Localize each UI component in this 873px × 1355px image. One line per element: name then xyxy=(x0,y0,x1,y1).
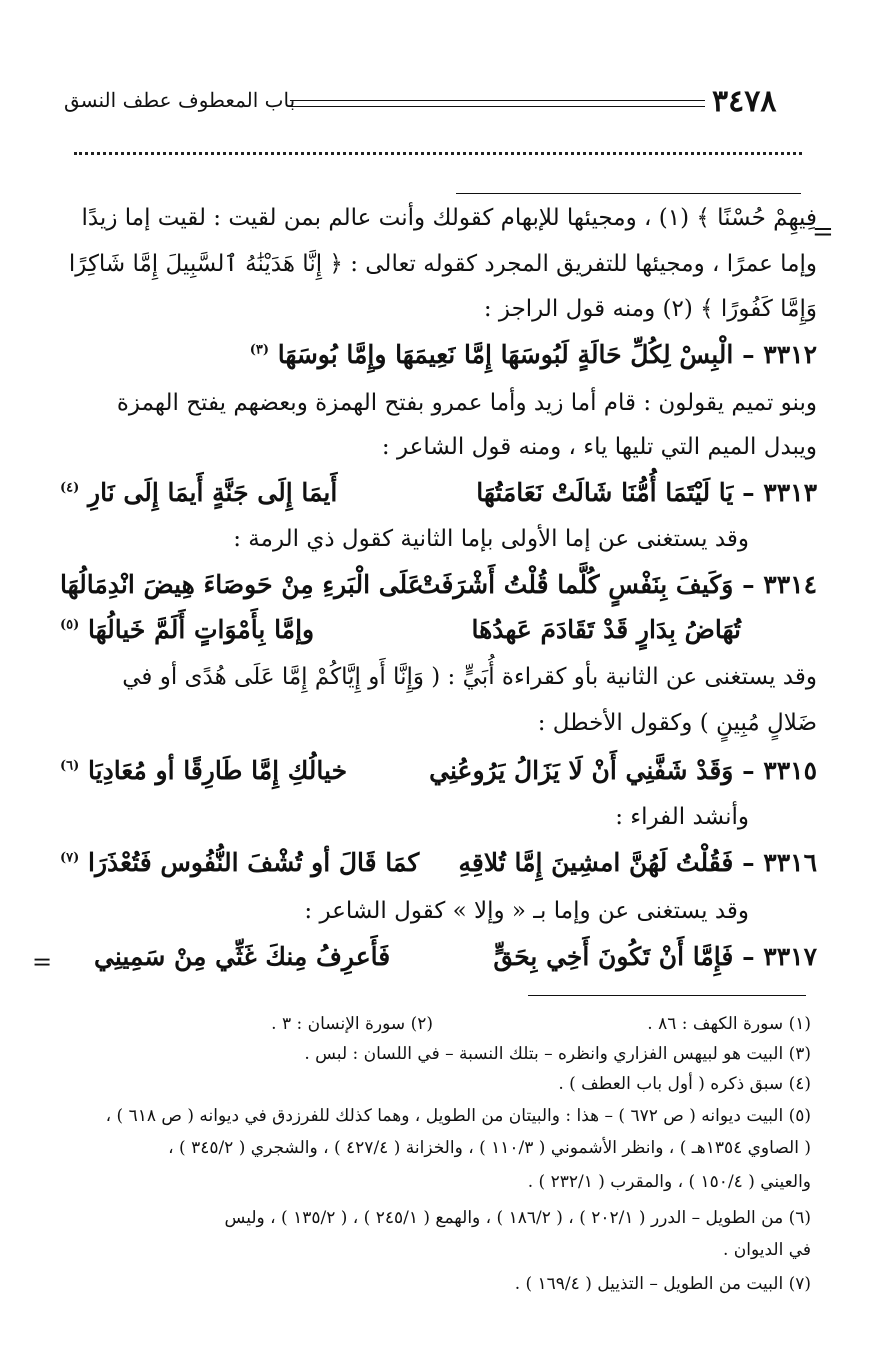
verse-hemistich: وَكَيفَ بِنَفْسٍ كُلَّما قُلْتُ أَشْرَفَتْ xyxy=(416,570,734,599)
verse-hemistich: فَإِمَّا أَنْ تَكُونَ أَخِي بِحَقٍّ xyxy=(493,942,734,971)
verse-text: الْبِسْ لِكُلِّ حَالَةٍ لَبُوسَهَا إِمَّا نَعِيمَهَا وإِمَّا بُوسَهَا xyxy=(277,340,734,369)
verse-number: ٣٣١٢ – xyxy=(742,340,817,369)
verse-hemistich: عَلَى الْبَرءِ مِنْ حَوصَاءَ هِيضَ انْدِمَالُهَا xyxy=(60,570,423,599)
verse-hemistich: فَأَعرِفُ مِنكَ غَثِّي مِنْ سَمِينِي xyxy=(94,942,391,971)
verse-hemistich: تُهَاضُ بِدَارٍ قَدْ تَقَادَمَ عَهدُهَا xyxy=(471,615,741,644)
paragraph-line: ضَلالٍ مُبِينٍ ) وكقول الأخطل : xyxy=(537,710,817,736)
page-number: ٣٤٧٨ xyxy=(712,84,777,119)
footnote-2: (٢) سورة الإنسان : ٣ . xyxy=(271,1014,433,1034)
footnote-ref: (٦) xyxy=(60,758,80,774)
paragraph-line: وقد يستغنى عن إما الأولى بإما الثانية كقول ذي الرمة : xyxy=(233,526,749,552)
footnote-ref: (٥) xyxy=(60,617,80,633)
verse-hemistich: فَقُلْتُ لَهُنَّ امشِينَ إِمَّا تُلاقِهِ xyxy=(458,848,734,877)
footnote-5-cont: والعيني ( ١٥٠/٤ ) ، والمقرب ( ٢٣٢/١ ) . xyxy=(527,1172,811,1192)
verse-hemistich: كمَا قَالَ أو تُشْفَ النُّفُوس فَتُعْذَرَا xyxy=(88,848,420,877)
dotted-separator xyxy=(74,152,802,164)
footnote-ref: (٧) xyxy=(60,850,80,866)
footnote-4: (٤) سبق ذكره ( أول باب العطف ) . xyxy=(558,1074,811,1094)
paragraph-line: وقد يستغنى عن الثانية بأو كقراءة أُبَيٍّ : ( وَإِنَّا أَو إِيَّاكُمْ إِمَّا عَلَى هُدًى أو في xyxy=(122,664,817,690)
paragraph-line: ويبدل الميم التي تليها ياء ، ومنه قول الشاعر : xyxy=(381,434,817,460)
footnote-5-cont: ( الصاوي ١٣٥٤هـ ) ، وانظر الأشموني ( ١١٠/٣ ) ، والخزانة ( ٤٢٧/٤ ) ، والشجري ( ٣٤٥/٢ ) ، xyxy=(168,1138,811,1158)
footnote-6: (٦) من الطويل – الدرر ( ٢٠٢/١ ) ، ( ١٨٦/٢ ) ، والهمع ( ٢٤٥/١ ) ، ( ١٣٥/٢ ) ، وليس xyxy=(224,1208,811,1228)
footnote-rule xyxy=(528,995,806,996)
verse-3315-first xyxy=(429,756,817,785)
verse-number: ٣٣١٧ – xyxy=(742,942,817,971)
section-rule xyxy=(456,193,801,194)
footnote-3: (٣) البيت هو لبيهس الفزاري وانظره – بتلك النسبة – في اللسان : لبس . xyxy=(304,1044,811,1064)
verse-3314-first xyxy=(417,570,817,599)
verse-hemistich: خيالُكِ إِمَّا طَارِقًا أو مُعَادِيَا xyxy=(88,756,348,785)
verse-3317-first xyxy=(493,942,817,971)
paragraph-line: وقد يستغنى عن وإما بـ « وإلا » كقول الشاعر : xyxy=(304,898,749,924)
paragraph-line: فِيهِمْ حُسْنًا ﴾ (١) ، ومجيئها للإبهام كقولك وأنت عالم بمن لقيت : لقيت إما زيدًا xyxy=(81,205,817,231)
continuation-mark-end: = xyxy=(32,948,53,976)
verse-number: ٣٣١٤ – xyxy=(742,570,817,599)
paragraph-line: وأنشد الفراء : xyxy=(615,804,749,830)
verse-hemistich: وَقَدْ شَفَّنِي أَنْ لَا يَزَالُ يَرُوعُنِي xyxy=(429,756,734,785)
verse-3313-second xyxy=(60,478,337,507)
header-rule xyxy=(290,100,705,101)
footnote-ref: (٤) xyxy=(60,480,80,496)
continuation-mark: = xyxy=(812,217,834,247)
verse-hemistich: أَيمَا إِلَى جَنَّةٍ أَيمَا إِلَى نَارِ xyxy=(88,478,338,507)
paragraph-line: وإما عمرًا ، ومجيئها للتفريق المجرد كقوله تعالى : ﴿ إِنَّا هَدَيْنَٰهُ ٱلسَّبِيلَ إِمَّا شَاكِرًا xyxy=(68,251,817,277)
verse-hemistich: وإمَّا بِأَمْوَاتٍ أَلَمَّ خَيالُهَا xyxy=(88,615,315,644)
verse-number: ٣٣١٦ – xyxy=(742,848,817,877)
verse-3316-first xyxy=(459,848,817,877)
verse-3313-first xyxy=(476,478,817,507)
paragraph-line: وبنو تميم يقولون : قام أما زيد وأما عمرو بفتح الهمزة وبعضهم يفتح الهمزة xyxy=(116,390,817,416)
verse-3316-second xyxy=(60,848,419,877)
running-title: باب المعطوف عطف النسق xyxy=(64,88,296,112)
verse-3314-fourth xyxy=(60,615,314,644)
footnote-5: (٥) البيت ديوانه ( ص ٦٧٢ ) – هذا : والبيتان من الطويل ، وهما كذلك للفرزدق في ديوانه ( ص ٦١٨ ) ، xyxy=(105,1106,811,1126)
footnote-6-cont: في الديوان . xyxy=(722,1240,811,1260)
footnote-1: (١) سورة الكهف : ٨٦ . xyxy=(647,1014,811,1034)
footnote-ref: (٣) xyxy=(249,342,269,358)
verse-number: ٣٣١٥ – xyxy=(742,756,817,785)
header-rule xyxy=(290,106,705,107)
verse-3312 xyxy=(250,340,817,369)
verse-number: ٣٣١٣ – xyxy=(742,478,817,507)
paragraph-line: وَإِمَّا كَفُورًا ﴾ (٢) ومنه قول الراجز : xyxy=(483,296,817,322)
verse-3315-second xyxy=(60,756,347,785)
verse-hemistich: يَا لَيْتَمَا أُمُّنَا شَالَتْ نَعَامَتُهَا xyxy=(476,478,734,507)
footnote-7: (٧) البيت من الطويل – التذييل ( ١٦٩/٤ ) . xyxy=(514,1274,811,1294)
